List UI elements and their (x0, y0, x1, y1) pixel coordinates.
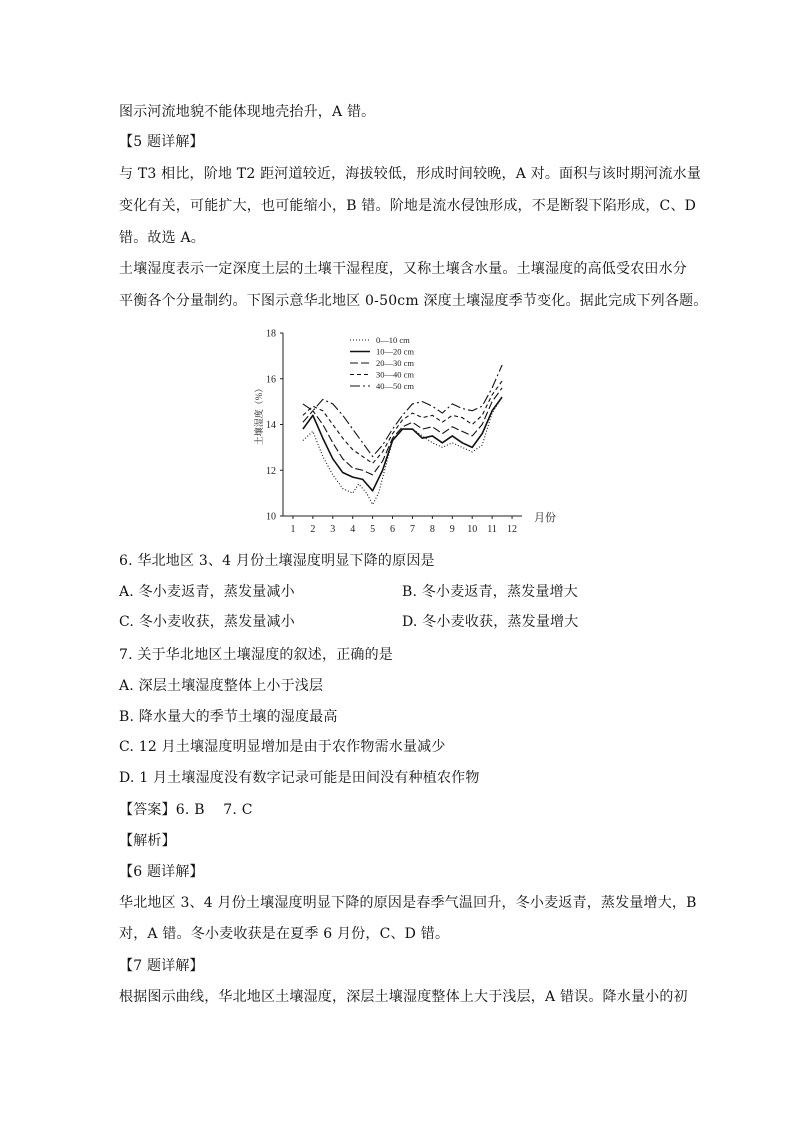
question-7-stem: 7. 关于华北地区土壤湿度的叙述，正确的是 (119, 647, 394, 663)
x-tick-label: 11 (487, 524, 497, 535)
detail-6-line: 对，A 错。冬小麦收获是在夏季 6 月份，C、D 错。 (119, 926, 450, 942)
detail-7-heading: 【7 题详解】 (119, 958, 204, 974)
y-tick-label: 10 (266, 511, 276, 523)
series-line (303, 388, 502, 475)
legend-label: 0—10 cm (376, 335, 410, 345)
y-tick-label: 12 (266, 465, 276, 477)
detail-6-heading: 【6 题详解】 (119, 864, 204, 880)
x-tick-label: 12 (507, 524, 518, 535)
question-6-stem: 6. 华北地区 3、4 月份土壤湿度明显下降的原因是 (119, 553, 435, 569)
x-tick-label: 5 (370, 524, 376, 535)
text-line: 错。故选 A。 (119, 230, 205, 246)
y-tick-label: 14 (266, 420, 276, 431)
question-6-option-b: B. 冬小麦返青，蒸发量增大 (402, 584, 578, 600)
question-7-option-c: C. 12 月土壤湿度明显增加是由于农作物需水量减少 (119, 739, 446, 755)
y-axis-label: 土壤湿度（%） (254, 383, 264, 446)
section-heading: 【5 题详解】 (119, 134, 204, 150)
x-axis-label: 月份 (534, 512, 556, 524)
legend-label: 10—20 cm (376, 346, 415, 357)
text-line: 变化有关，可能扩大，也可能缩小，B 错。阶地是流水侵蚀形成，不是断裂下陷形成，C、D (119, 198, 697, 214)
x-tick-label: 6 (390, 524, 396, 535)
x-tick-label: 4 (350, 524, 356, 535)
text-line: 平衡各个分量制约。下图示意华北地区 0-50cm 深度土壤湿度季节变化。据此完成下列各题。 (119, 293, 708, 309)
text-line: 与 T3 相比，阶地 T2 距河道较近，海拔较低，形成时间较晚，A 对。面积与该时期河流水量 (119, 166, 702, 182)
x-tick-label: 2 (310, 524, 316, 535)
x-tick-label: 1 (290, 524, 296, 535)
text-line: 图示河流地貌不能体现地壳抬升，A 错。 (119, 104, 376, 120)
y-tick-label: 18 (266, 328, 276, 340)
question-7-option-b: B. 降水量大的季节土壤的湿度最高 (119, 709, 338, 725)
x-tick-label: 8 (429, 524, 435, 535)
detail-6-line: 华北地区 3、4 月份土壤湿度明显下降的原因是春季气温回升，冬小麦返青，蒸发量增大，B (119, 895, 697, 911)
soil-moisture-chart (250, 322, 556, 544)
x-tick-label: 3 (330, 524, 336, 535)
x-tick-label: 9 (449, 524, 455, 535)
analysis-heading: 【解析】 (119, 833, 176, 849)
legend-label: 40—50 cm (376, 381, 415, 391)
question-6-option-a: A. 冬小麦返青，蒸发量减小 (119, 584, 295, 600)
question-6-option-c: C. 冬小麦收获，蒸发量减小 (119, 614, 295, 630)
legend-label: 20—30 cm (376, 358, 415, 368)
y-tick-label: 16 (266, 374, 276, 386)
x-tick-label: 10 (467, 524, 478, 535)
question-7-option-d: D. 1 月土壤湿度没有数字记录可能是田间没有种植农作物 (119, 770, 480, 786)
series-line (303, 381, 502, 463)
text-line: 土壤湿度表示一定深度土层的土壤干湿程度，又称土壤含水量。土壤湿度的高低受农田水分 (119, 261, 687, 277)
x-tick-label: 7 (409, 524, 415, 535)
answer-line: 【答案】6. B 7. C (119, 802, 253, 818)
question-6-option-d: D. 冬小麦收获，蒸发量增大 (402, 614, 579, 630)
series-line (303, 397, 502, 505)
question-7-option-a: A. 深层土壤湿度整体上小于浅层 (119, 678, 324, 694)
legend-label: 30—40 cm (376, 369, 415, 380)
detail-7-line: 根据图示曲线，华北地区土壤湿度，深层土壤湿度整体上大于浅层，A 错误。降水量小的初 (119, 989, 688, 1005)
